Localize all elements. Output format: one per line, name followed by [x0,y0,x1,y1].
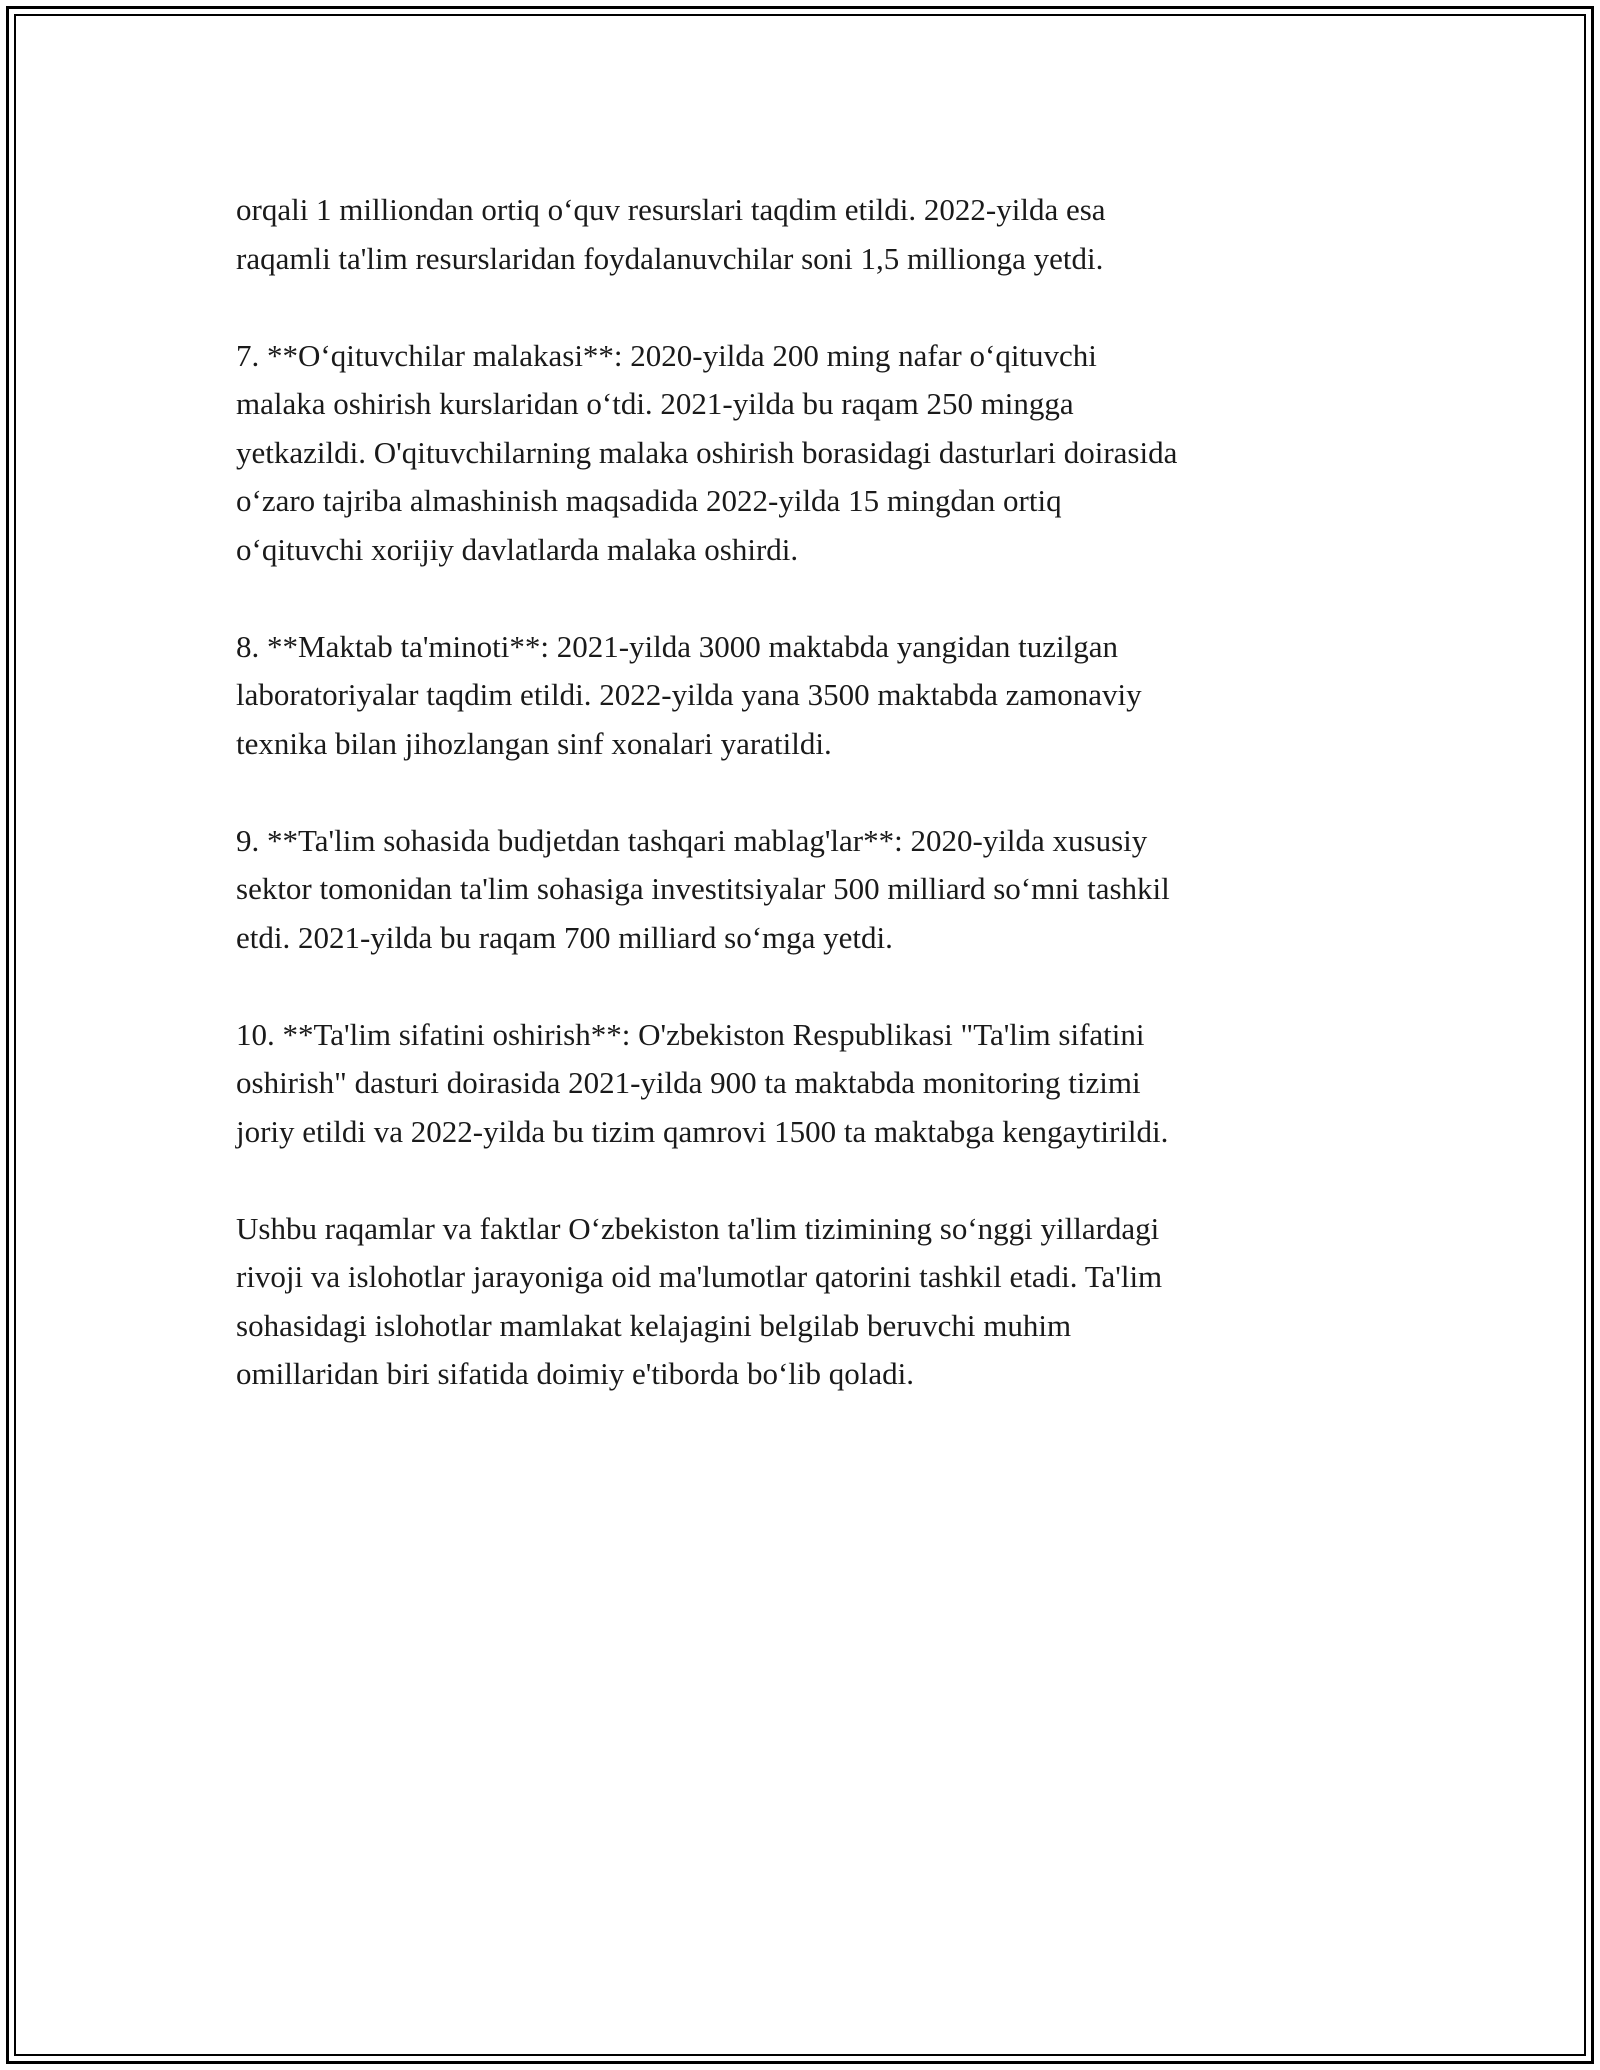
text-line: laboratoriyalar taqdim etildi. 2022-yilda yana 3500 maktabda zamonaviy [236,677,1142,712]
paragraph-conclusion [236,1205,1376,1399]
text-line: orqali 1 milliondan ortiq o‘quv resurslari taqdim etildi. 2022-yilda esa [236,192,1106,227]
text-line: rivoji va islohotlar jarayoniga oid ma'lumotlar qatorini tashkil etadi. Ta'lim [236,1259,1163,1294]
text-line: joriy etildi va 2022-yilda bu tizim qamrovi 1500 ta maktabga kengaytirildi. [236,1113,1169,1149]
paragraph-extra-budget-funds [236,817,1376,963]
text-line: Ushbu raqamlar va faktlar O‘zbekiston ta'lim tizimining so‘nggi yillardagi [236,1210,1160,1246]
text-line: texnika bilan jihozlangan sinf xonalari yaratildi. [236,725,832,761]
text-line: etdi. 2021-yilda bu raqam 700 milliard so‘mga yetdi. [236,919,893,955]
text-line: o‘qituvchi xorijiy davlatlarda malaka oshirdi. [236,531,799,567]
text-line: sohasidagi islohotlar mamlakat kelajagini belgilab beruvchi muhim [236,1307,1072,1343]
text-line: 9. **Ta'lim sohasida budjetdan tashqari mablag'lar**: 2020-yilda xususiy [236,822,1148,858]
paragraph-teacher-qualification [236,332,1376,575]
text-line: sektor tomonidan ta'lim sohasiga investitsiyalar 500 milliard so‘mni tashkil [236,871,1170,906]
paragraph-school-provision [236,623,1376,769]
paragraph-digital-resources [236,186,1376,283]
text-line: yetkazildi. O'qituvchilarning malaka oshirish borasidagi dasturlari doirasida [236,434,1178,470]
text-line: 10. **Ta'lim sifatini oshirish**: O'zbekiston Respublikasi "Ta'lim sifatini [236,1016,1145,1052]
paragraph-education-quality [236,1011,1376,1157]
text-line: malaka oshirish kurslaridan o‘tdi. 2021-yilda bu raqam 250 mingga [236,386,1074,421]
text-line: omillaridan biri sifatida doimiy e'tiborda bo‘lib qoladi. [236,1356,914,1391]
text-line: raqamli ta'lim resurslaridan foydalanuvchilar soni 1,5 millionga yetdi. [236,240,1104,276]
text-line: 8. **Maktab ta'minoti**: 2021-yilda 3000 maktabda yangidan tuzilgan [236,628,1119,664]
document-body [236,186,1376,1447]
text-line: oshirish" dasturi doirasida 2021-yilda 900 ta maktabda monitoring tizimi [236,1065,1141,1100]
text-line: 7. **O‘qituvchilar malakasi**: 2020-yilda 200 ming nafar o‘qituvchi [236,337,1097,373]
text-line: o‘zaro tajriba almashinish maqsadida 2022-yilda 15 mingdan ortiq [236,483,1062,518]
